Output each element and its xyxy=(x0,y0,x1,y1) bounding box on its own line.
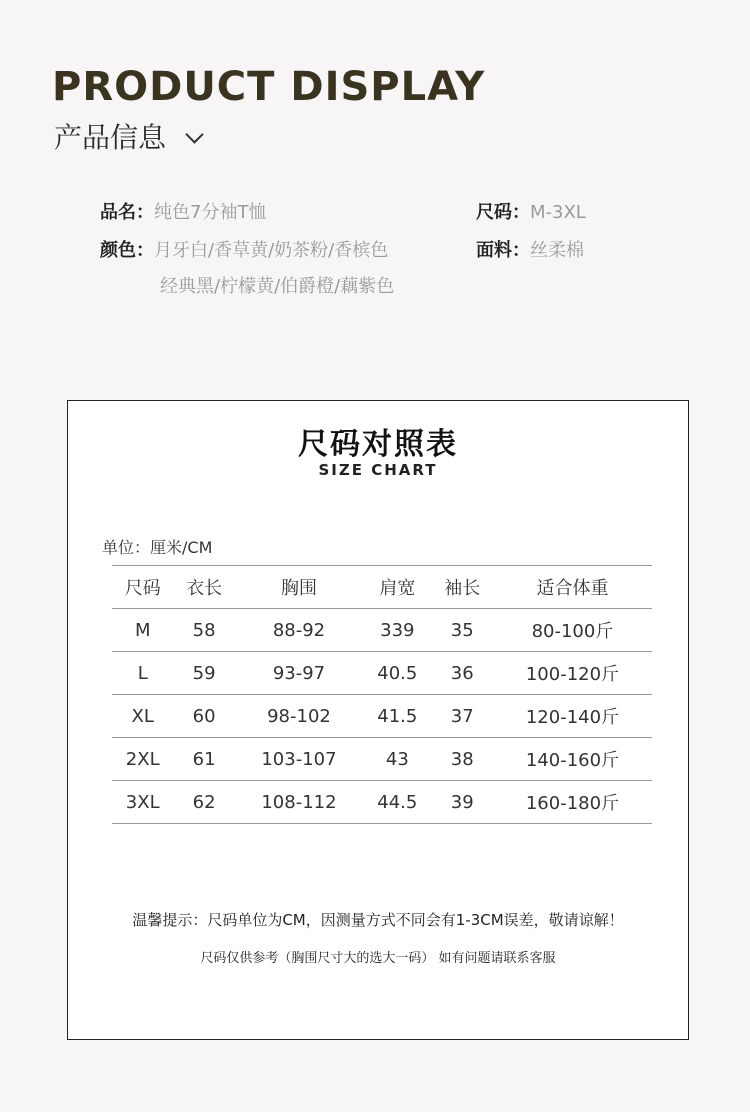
table-cell: 38 xyxy=(432,738,493,781)
table-row xyxy=(112,738,652,781)
size-chart-subtitle: SIZE CHART xyxy=(318,461,438,479)
table-cell: 339 xyxy=(363,609,431,652)
size-range-value: M-3XL xyxy=(530,202,586,223)
table-cell: 93-97 xyxy=(235,652,363,695)
product-name-label: 品名： xyxy=(100,202,154,223)
column-header: 胸围 xyxy=(235,566,363,609)
fabric-label: 面料： xyxy=(476,240,530,261)
chevron-down-icon xyxy=(185,125,203,143)
table-cell: XL xyxy=(112,695,173,738)
table-cell: 80-100斤 xyxy=(493,609,652,652)
column-header: 衣长 xyxy=(173,566,234,609)
table-row xyxy=(112,781,652,824)
column-header: 袖长 xyxy=(432,566,493,609)
table-cell: M xyxy=(112,609,173,652)
table-cell: 60 xyxy=(173,695,234,738)
table-cell: 103-107 xyxy=(235,738,363,781)
table-cell: 2XL xyxy=(112,738,173,781)
column-header: 尺码 xyxy=(112,566,173,609)
color-label: 颜色： xyxy=(100,240,154,261)
table-cell: 36 xyxy=(432,652,493,695)
fabric-row xyxy=(476,236,584,262)
table-cell: 98-102 xyxy=(235,695,363,738)
section-subtitle xyxy=(54,116,201,156)
table-cell: 100-120斤 xyxy=(493,652,652,695)
size-reference-note: 尺码仅供参考（胸围尺寸大的选大一码） 如有问题请联系客服 xyxy=(200,951,556,966)
table-cell: 41.5 xyxy=(363,695,431,738)
table-cell: 59 xyxy=(173,652,234,695)
table-row xyxy=(112,609,652,652)
table-cell: 3XL xyxy=(112,781,173,824)
product-name-row xyxy=(100,198,266,224)
table-cell: 43 xyxy=(363,738,431,781)
table-cell: 40.5 xyxy=(363,652,431,695)
table-cell: 108-112 xyxy=(235,781,363,824)
table-header-row xyxy=(112,566,652,609)
section-subtitle-text: 产品信息 xyxy=(54,121,167,154)
unit-label: 单位：厘米/CM xyxy=(102,538,213,557)
page-title: PRODUCT DISPLAY xyxy=(52,64,486,110)
table-cell: 160-180斤 xyxy=(493,781,652,824)
column-header: 肩宽 xyxy=(363,566,431,609)
color-row xyxy=(100,236,388,262)
table-cell: 140-160斤 xyxy=(493,738,652,781)
table-cell: 61 xyxy=(173,738,234,781)
color-value: 月牙白/香草黄/奶茶粉/香槟色 xyxy=(154,240,389,261)
size-chart-card xyxy=(67,400,689,1040)
column-header: 适合体重 xyxy=(493,566,652,609)
table-cell: 44.5 xyxy=(363,781,431,824)
color-value-continued: 经典黑/柠檬黄/伯爵橙/藕紫色 xyxy=(160,276,395,297)
size-table xyxy=(112,565,652,824)
table-cell: 58 xyxy=(173,609,234,652)
table-cell: 120-140斤 xyxy=(493,695,652,738)
table-cell: 88-92 xyxy=(235,609,363,652)
table-row xyxy=(112,695,652,738)
size-range-row xyxy=(476,198,586,224)
size-chart-title: 尺码对照表 xyxy=(298,427,458,462)
table-cell: 39 xyxy=(432,781,493,824)
table-cell: 62 xyxy=(173,781,234,824)
size-range-label: 尺码： xyxy=(476,202,530,223)
product-name-value: 纯色7分袖T恤 xyxy=(154,202,267,223)
table-cell: L xyxy=(112,652,173,695)
table-row xyxy=(112,652,652,695)
table-cell: 35 xyxy=(432,609,493,652)
size-tip-note: 温馨提示：尺码单位为CM，因测量方式不同会有1-3CM误差，敬请谅解！ xyxy=(132,911,624,929)
table-cell: 37 xyxy=(432,695,493,738)
fabric-value: 丝柔棉 xyxy=(530,240,584,261)
